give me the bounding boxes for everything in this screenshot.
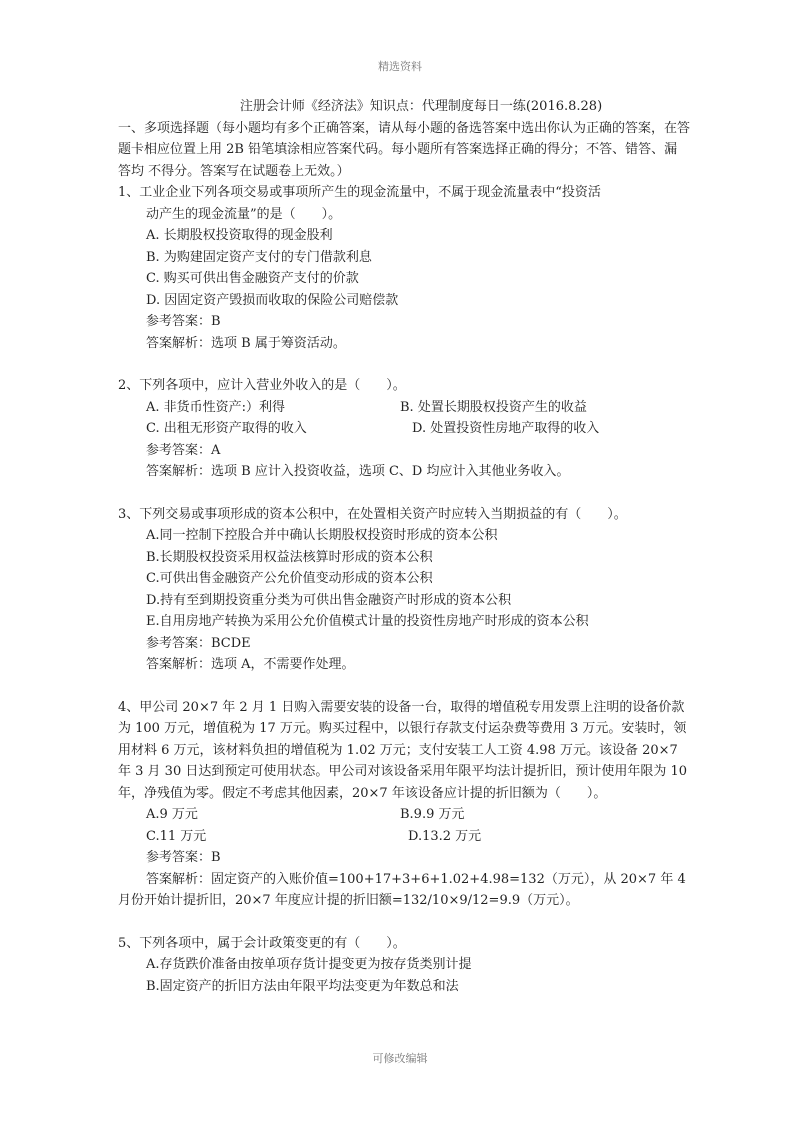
q5-option-b: B.固定资产的折旧方法由年限平均法变更为年数总和法 [146, 978, 459, 994]
q3-stem: 3、下列交易或事项形成的资本公积中，在处置相关资产时应转入当期损益的有（ ）。 [118, 506, 627, 522]
question-3 [118, 504, 690, 676]
q2-option-c: C. 出租无形资产取得的收入 [146, 421, 307, 436]
question-5 [118, 933, 690, 998]
q3-option-c: C.可供出售金融资产公允价值变动形成的资本公积 [146, 571, 433, 586]
q2-option-d: D. 处置投资性房地产取得的收入 [412, 421, 600, 436]
section-instructions: 一、多项选择题（每小题均有多个正确答案，请从每小题的备选答案中选出你认为正确的答案，在答题卡相应位置上用 2B 铅笔填涂相应答案代码。每小题所有答案选择正确的得分；不答、错答、漏答均 不得分。答案写在试题卷上无效。） [118, 120, 691, 179]
q5-option-a: A.存货跌价准备由按单项存货计提变更为按存货类别计提 [146, 957, 472, 972]
q2-answer: 参考答案：A [146, 442, 221, 458]
q4-option-a: A.9 万元 [146, 807, 198, 822]
q3-option-d: D.持有至到期投资重分类为可供出售金融资产时形成的资本公积 [146, 592, 512, 608]
q4-option-c: C.11 万元 [146, 828, 207, 844]
page-footer: 可修改编辑 [372, 1052, 428, 1065]
q3-option-a: A.同一控制下控股合并中确认长期股权投资时形成的资本公积 [146, 528, 498, 543]
q2-stem: 2、下列各项中，应计入营业外收入的是（ ）。 [118, 378, 406, 393]
q4-analysis: 答案解析：固定资产的入账价值=100+17+3+6+1.02+4.98=132（万元），从 20×7 年 4 月份开始计提折旧，20×7 年度应计提的折旧额=132/10×9/12=9.9（万元）。 [118, 871, 686, 908]
q4-option-d: D.13.2 万元 [408, 828, 482, 844]
q2-option-b: B. 处置长期股权投资产生的收益 [400, 399, 587, 415]
q1-stem-line1: 1、工业企业下列各项交易或事项所产生的现金流量中，不属于现金流量表中“投资活 [118, 185, 601, 200]
q3-analysis: 答案解析：选项 A，不需要作处理。 [146, 657, 355, 672]
q1-analysis: 答案解析：选项 B 属于筹资活动。 [146, 335, 346, 351]
q2-option-a: A. 非货币性资产:）利得 [146, 399, 286, 415]
q2-analysis: 答案解析：选项 B 应计入投资收益，选项 C、D 均应计入其他业务收入。 [146, 464, 570, 479]
q1-stem-line2: 动产生的现金流量”的是（ ）。 [146, 206, 342, 222]
page-header: 精选资料 [378, 60, 422, 73]
document-body [118, 96, 690, 997]
q5-stem: 5、下列各项中，属于会计政策变更的有（ ）。 [118, 935, 406, 951]
q1-option-a: A. 长期股权投资取得的现金股利 [146, 228, 333, 243]
question-1 [118, 182, 690, 354]
q1-option-d: D. 因固定资产毁损而收取的保险公司赔偿款 [146, 292, 399, 308]
q1-answer: 参考答案：B [146, 314, 221, 329]
q4-option-b: B.9.9 万元 [400, 807, 465, 822]
q1-option-c: C. 购买可供出售金融资产支付的价款 [146, 271, 359, 286]
q4-answer: 参考答案：B [146, 850, 221, 865]
question-4 [118, 697, 690, 912]
page-title: 注册会计师《经济法》知识点：代理制度每日一练(2016.8.28) [239, 99, 603, 114]
q3-option-b: B.长期股权投资采用权益法核算时形成的资本公积 [146, 549, 433, 565]
q3-answer: 参考答案：BCDE [146, 635, 251, 651]
q4-stem: 4、甲公司 20×7 年 2 月 1 日购入需要安装的设备一台，取得的增值税专用发票上注明的设备价款为 100 万元，增值税为 17 万元。购买过程中，以银行存款支付运杂费等费用 3 万元。安装时，领用材料 6 万元，该材料负担的增值税为 1.02 万元；支付安装工人工资 4.98 万元。该设备 20×7 年 3 月 30 日达到预定可使用状态。甲公司对该设备采用年限平均法计提折旧，预计使用年限为 10 年，净残值为零。假定不考虑其他因素，20×7 年该设备应计提的折旧额为（ ）。 [118, 699, 688, 801]
question-2 [118, 375, 690, 483]
q3-option-e: E.自用房地产转换为采用公允价值模式计量的投资性房地产时形成的资本公积 [146, 614, 589, 629]
q1-option-b: B. 为购建固定资产支付的专门借款利息 [146, 249, 372, 265]
